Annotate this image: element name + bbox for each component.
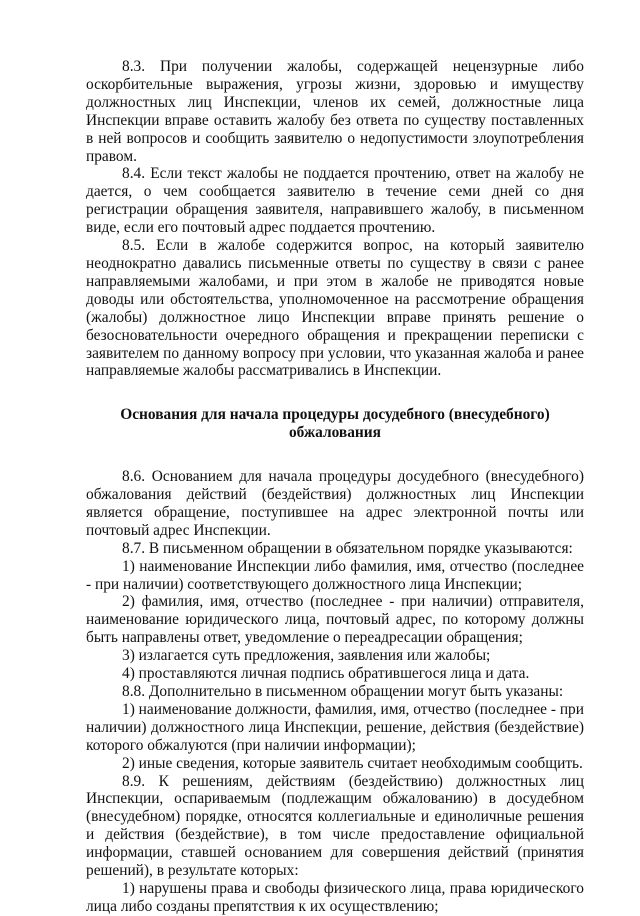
document-page <box>86 58 584 916</box>
list-item-8-7-3: 3) излагается суть предложения, заявления или жалобы; <box>122 647 491 665</box>
paragraph-8-3: 8.3. При получении жалобы, содержащей нецензурные либо оскорбительные выражения, угрозы жизни, здоровью и имуществу должностных лиц Инспекции, членов их семей, должностные лица Инспекции вправе оставить жалобу без ответа по существу поставленных в ней вопросов и сообщить заявителю о недопустимости злоупотребления правом. <box>86 58 584 165</box>
list-item-8-8-2: 2) иные сведения, которые заявитель считает необходимым сообщить. <box>122 754 583 772</box>
paragraph-8-7: 8.7. В письменном обращении в обязательном порядке указываются: <box>122 539 573 557</box>
section-heading: Основания для начала процедуры досудебного (внесудебного) обжалования <box>120 406 550 442</box>
list-item-8-9-1: 1) нарушены права и свободы физического лица, права юридического лица либо созданы препятствия к их осуществлению; <box>86 879 584 915</box>
paragraph-8-5: 8.5. Если в жалобе содержится вопрос, на который заявителю неоднократно давались письменные ответы по существу в связи с ранее направляемыми жалобами, и при этом в жалобе не приводятся новые доводы или обстоятельства, уполномоченное на рассмотрение обращения (жалобы) должностное лицо Инспекции вправе принять решение о безосновательности очередного обращения и прекращении переписки с заявителем по данному вопросу при условии, что указанная жалоба и ранее направляемые жалобы рассматривались в Инспекции. <box>86 237 584 380</box>
paragraph-8-8: 8.8. Дополнительно в письменном обращении могут быть указаны: <box>122 683 564 700</box>
list-item-8-8-1: 1) наименование должности, фамилия, имя, отчество (последнее - при наличии) должностного лица Инспекции, решение, действия (бездействие) которого обжалуются (при наличии информации); <box>86 700 584 754</box>
list-item-8-7-4: 4) проставляются личная подпись обратившегося лица и дата. <box>122 665 530 683</box>
paragraph-8-6: 8.6. Основанием для начала процедуры досудебного (внесудебного) обжалования действий (бездействия) должностных лиц Инспекции является обращение, поступившее на адрес электронной почты или почтовый адрес Инспекции. <box>86 468 584 539</box>
paragraph-8-4: 8.4. Если текст жалобы не поддается прочтению, ответ на жалобу не дается, о чем сообщается заявителю в течение семи дней со дня регистрации обращения заявителя, направившего жалобу, в письменном виде, если его почтовый адрес поддается прочтению. <box>86 165 584 237</box>
list-item-8-7-1: 1) наименование Инспекции либо фамилия, имя, отчество (последнее - при наличии) соответствующего должностного лица Инспекции; <box>86 557 584 593</box>
list-item-8-7-2: 2) фамилия, имя, отчество (последнее - при наличии) отправителя, наименование юридического лица, почтовый адрес, по которому должны быть направлены ответ, уведомление о переадресации обращения; <box>86 593 584 647</box>
paragraph-8-9: 8.9. К решениям, действиям (бездействию) должностных лиц Инспекции, оспариваемым (подлежащим обжалованию) в досудебном (внесудебном) порядке, относятся коллегиальные и единоличные решения и действия (бездействие), в том числе предоставление официальной информации, ставшей основанием для совершения действий (принятия решений), в результате которых: <box>86 772 584 880</box>
